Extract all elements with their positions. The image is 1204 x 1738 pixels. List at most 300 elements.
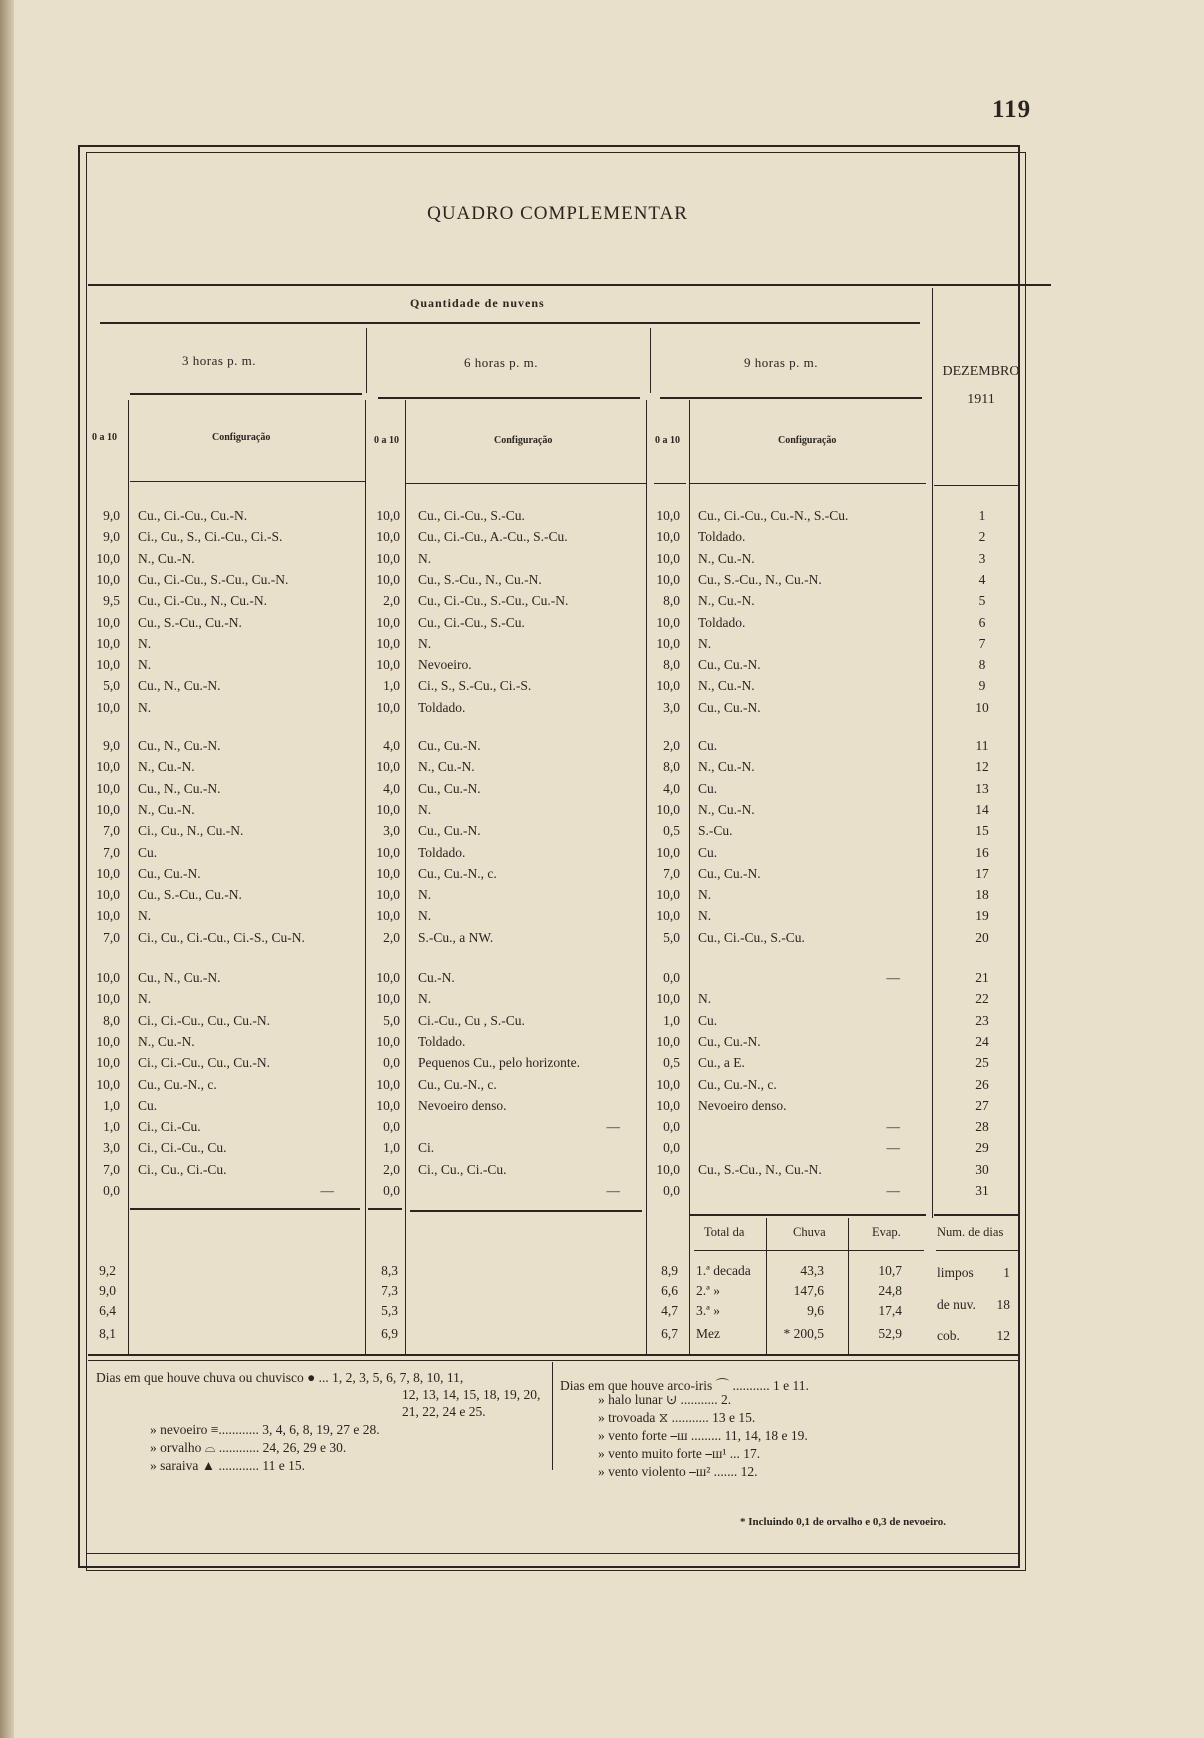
cloud-6pm: 10,0 <box>376 571 400 587</box>
config-6pm: Cu., Ci.-Cu., S.-Cu. <box>418 614 525 630</box>
cloud-9pm: 0,0 <box>663 1119 680 1135</box>
day-number: 11 <box>975 738 989 753</box>
config-rule-3 <box>130 481 366 482</box>
config-3pm: Ci., Ci.-Cu., Cu., Cu.-N. <box>138 1055 271 1071</box>
cloud-6pm: 10,0 <box>376 1097 400 1113</box>
config-9pm: Nevoeiro denso. <box>698 1097 787 1113</box>
config-3pm: N. <box>138 657 152 673</box>
avg-3pm: 6,4 <box>99 1303 116 1318</box>
cloud-9pm: 10,0 <box>656 1033 680 1049</box>
table-title: QUADRO COMPLEMENTAR <box>427 203 688 224</box>
col-rule-3 <box>405 400 406 1355</box>
config-3pm: Cu., Ci.-Cu., Cu.-N. <box>138 508 248 523</box>
day-number: 12 <box>975 759 989 775</box>
config-3pm: Cu. <box>138 844 158 860</box>
month-column-rule <box>932 288 933 1218</box>
day-number: 19 <box>975 908 989 924</box>
config-3pm: Ci., Cu., Ci.-Cu., Ci.-S., Cu-N. <box>138 929 305 945</box>
config-9pm: Cu., Cu.-N. <box>698 865 761 881</box>
cloud-9pm: 8,0 <box>663 593 680 609</box>
cloud-3pm: 7,0 <box>103 929 120 945</box>
config-6pm: Cu., Cu.-N., c. <box>418 865 497 881</box>
config-6pm: Cu., Ci.-Cu., S.-Cu. <box>418 508 525 523</box>
avg-9pm: 6,6 <box>661 1283 678 1298</box>
cloud-9pm: 10,0 <box>656 991 680 1007</box>
group-rule-1 <box>366 328 367 393</box>
cloud-6pm: 2,0 <box>383 929 400 945</box>
config-9pm: S.-Cu. <box>698 823 733 839</box>
cloud-3pm: 10,0 <box>96 1033 120 1049</box>
cloud-3pm: 10,0 <box>96 635 120 651</box>
cloud-3pm: 9,5 <box>103 593 120 609</box>
config-9pm: Toldado. <box>698 614 746 630</box>
config-3pm: Cu., S.-Cu., Cu.-N. <box>138 614 242 630</box>
config-6pm: — <box>606 1119 620 1135</box>
rain-total: * 200,5 <box>783 1326 824 1341</box>
header-3pm: 3 horas p. m. <box>182 353 257 368</box>
totals-rule-3 <box>130 1208 360 1210</box>
cloud-6pm: 0,0 <box>383 1119 400 1135</box>
config-9pm: — <box>886 1119 900 1135</box>
day-number: 29 <box>975 1140 989 1156</box>
cloud-3pm: 8,0 <box>103 1012 120 1028</box>
cloud-9pm: 0,5 <box>663 823 680 839</box>
day-number: 7 <box>978 635 986 651</box>
note-violent-wind: » vento violento ⎯ш² ....... 12. <box>598 1464 758 1479</box>
config-9pm: Cu., Cu.-N. <box>698 1033 761 1049</box>
cloud-9pm: 7,0 <box>663 865 680 881</box>
config-3pm: Cu., N., Cu.-N. <box>138 780 221 796</box>
config-rule-6 <box>406 483 646 484</box>
note-fog: » nevoeiro ≡............ 3, 4, 6, 8, 19, 27 e 28. <box>150 1422 380 1437</box>
note-rainbow: Dias em que houve arco-iris ⌒ ........... 1 e 11. <box>560 1378 809 1393</box>
config-9pm: Cu. <box>698 780 718 796</box>
cloud-6pm: 10,0 <box>376 844 400 860</box>
month-rule <box>934 485 1020 486</box>
config-6pm: Cu., Cu.-N., c. <box>418 1076 497 1092</box>
cloud-6pm: 0,0 <box>383 1055 400 1071</box>
day-number: 16 <box>975 844 989 860</box>
config-9pm: Cu., Ci.-Cu., S.-Cu. <box>698 929 805 945</box>
day-number: 30 <box>975 1161 989 1177</box>
config-6pm: S.-Cu., a NW. <box>418 929 494 945</box>
cloud-6pm: 10,0 <box>376 801 400 817</box>
config-9pm: N., Cu.-N. <box>698 678 755 694</box>
cloud-3pm: 10,0 <box>96 780 120 796</box>
cloud-9pm: 10,0 <box>656 887 680 903</box>
cloud-9pm: 2,0 <box>663 738 680 753</box>
config-3pm: N. <box>138 991 152 1007</box>
config-3pm: N. <box>138 699 152 715</box>
config-9pm: Cu., S.-Cu., N., Cu.-N. <box>698 571 822 587</box>
scale-header-3: 0 a 10 <box>92 432 117 443</box>
evap-total: 24,8 <box>878 1283 902 1298</box>
cloud-6pm: 4,0 <box>383 738 400 753</box>
cloud-3pm: 10,0 <box>96 657 120 673</box>
config-6pm: Cu., Cu.-N. <box>418 823 481 839</box>
cloud-3pm: 5,0 <box>103 678 120 694</box>
cloud-3pm: 7,0 <box>103 844 120 860</box>
config-9pm: Cu. <box>698 1012 718 1028</box>
day-number: 15 <box>975 823 989 839</box>
totals-rule-6 <box>410 1210 642 1212</box>
cloud-6pm: 4,0 <box>383 780 400 796</box>
cloud-3pm: 10,0 <box>96 865 120 881</box>
day-number: 2 <box>978 529 986 545</box>
period-label: 1.ª decada <box>696 1263 751 1278</box>
days-label: cob. <box>937 1328 960 1343</box>
config-6pm: Cu.-N. <box>418 970 455 985</box>
scale-header-9: 0 a 10 <box>655 435 680 446</box>
notes-rule <box>88 1354 1018 1356</box>
brace-9pm <box>660 397 922 399</box>
period-label: 2.ª » <box>696 1283 720 1298</box>
clouds-header: Quantidade de nuvens <box>410 296 545 310</box>
day-number: 17 <box>975 865 989 881</box>
day-number: 1 <box>978 508 986 523</box>
day-number: 23 <box>975 1012 989 1028</box>
cloud-3pm: 10,0 <box>96 1055 120 1071</box>
cloud-3pm: 10,0 <box>96 571 120 587</box>
cloud-9pm: 10,0 <box>656 614 680 630</box>
avg-6pm: 5,3 <box>381 1303 398 1318</box>
config-6pm: Ci., S., S.-Cu., Ci.-S. <box>418 678 532 694</box>
avg-3pm: 9,0 <box>99 1283 116 1298</box>
config-9pm: Cu., Cu.-N., c. <box>698 1076 777 1092</box>
cloud-9pm: 1,0 <box>663 1012 680 1028</box>
cloud-3pm: 0,0 <box>103 1183 120 1198</box>
period-label: Mez <box>696 1326 720 1341</box>
config-6pm: Ci., Cu., Ci.-Cu. <box>418 1161 507 1177</box>
cloud-6pm: 0,0 <box>383 1183 400 1198</box>
cloud-9pm: 10,0 <box>656 1097 680 1113</box>
day-number: 14 <box>975 801 989 817</box>
avg-6pm: 6,9 <box>381 1326 398 1341</box>
cloud-3pm: 10,0 <box>96 801 120 817</box>
day-number: 22 <box>975 991 989 1007</box>
rain-header: Chuva <box>793 1225 826 1239</box>
cloud-9pm: 10,0 <box>656 550 680 566</box>
day-number: 9 <box>978 678 986 694</box>
config-header-3: Configuração <box>212 432 271 443</box>
cloud-9pm: 0,0 <box>663 1183 680 1198</box>
cloud-3pm: 9,0 <box>103 738 120 753</box>
cloud-9pm: 3,0 <box>663 699 680 715</box>
cloud-9pm: 10,0 <box>656 571 680 587</box>
cloud-6pm: 10,0 <box>376 991 400 1007</box>
cloud-6pm: 10,0 <box>376 657 400 673</box>
cloud-6pm: 2,0 <box>383 593 400 609</box>
cloud-6pm: 10,0 <box>376 635 400 651</box>
cloud-3pm: 10,0 <box>96 908 120 924</box>
note-rain-cont1: 12, 13, 14, 15, 18, 19, 20, <box>402 1387 541 1402</box>
config-3pm: Ci., Cu., N., Cu.-N. <box>138 823 244 839</box>
cloud-6pm: 10,0 <box>376 908 400 924</box>
cloud-3pm: 10,0 <box>96 887 120 903</box>
cloud-6pm: 10,0 <box>376 529 400 545</box>
config-3pm: Cu., N., Cu.-N. <box>138 678 221 694</box>
cloud-9pm: 8,0 <box>663 657 680 673</box>
day-number: 4 <box>978 571 986 587</box>
cloud-9pm: 10,0 <box>656 635 680 651</box>
config-6pm: — <box>606 1183 620 1198</box>
evap-total: 17,4 <box>878 1303 902 1318</box>
config-3pm: Cu., N., Cu.-N. <box>138 970 221 985</box>
header-6pm: 6 horas p. m. <box>464 355 539 370</box>
days-value: 1 <box>1003 1265 1010 1280</box>
cloud-3pm: 1,0 <box>103 1119 120 1135</box>
config-3pm: N. <box>138 908 152 924</box>
cloud-3pm: 7,0 <box>103 823 120 839</box>
config-6pm: Pequenos Cu., pelo horizonte. <box>418 1055 580 1071</box>
cloud-6pm: 3,0 <box>383 823 400 839</box>
brace-6pm <box>378 397 640 399</box>
day-number: 27 <box>975 1097 989 1113</box>
cloud-9pm: 0,0 <box>663 1140 680 1156</box>
avg-6pm: 7,3 <box>381 1283 398 1298</box>
days-value: 12 <box>996 1328 1010 1343</box>
note-rain-cont2: 21, 22, 24 e 25. <box>402 1404 486 1419</box>
config-9pm: N. <box>698 635 712 651</box>
day-number: 18 <box>975 887 989 903</box>
note-thunder: » trovoada ⧖ ........... 13 e 15. <box>598 1410 756 1425</box>
days-label: de nuv. <box>937 1297 976 1312</box>
config-9pm: Cu. <box>698 738 718 753</box>
cloud-6pm: 10,0 <box>376 508 400 523</box>
cloud-9pm: 10,0 <box>656 1161 680 1177</box>
cloud-3pm: 9,0 <box>103 508 120 523</box>
cloud-3pm: 10,0 <box>96 550 120 566</box>
config-3pm: N., Cu.-N. <box>138 801 195 817</box>
config-6pm: Cu., Cu.-N. <box>418 738 481 753</box>
config-6pm: Ci. <box>418 1140 435 1156</box>
config-3pm: Cu., Cu.-N. <box>138 865 201 881</box>
cloud-6pm: 10,0 <box>376 865 400 881</box>
config-9pm: Cu., Ci.-Cu., Cu.-N., S.-Cu. <box>698 508 849 523</box>
cloud-3pm: 3,0 <box>103 1140 120 1156</box>
scale-header-6: 0 a 10 <box>374 435 399 446</box>
cloud-6pm: 10,0 <box>376 759 400 775</box>
day-number: 24 <box>975 1033 989 1049</box>
config-6pm: Toldado. <box>418 699 466 715</box>
brace-3pm <box>130 393 362 395</box>
totals-rule-m <box>934 1214 1020 1216</box>
config-9pm: N., Cu.-N. <box>698 593 755 609</box>
config-9pm: Cu. <box>698 844 718 860</box>
cloud-3pm: 10,0 <box>96 614 120 630</box>
cloud-9pm: 8,0 <box>663 759 680 775</box>
config-9pm: Cu., Cu.-N. <box>698 699 761 715</box>
days-value: 18 <box>996 1297 1010 1312</box>
note-rain: Dias em que houve chuva ou chuvisco ● ... 1, 2, 3, 5, 6, 7, 8, 10, 11, <box>96 1370 464 1385</box>
cloud-9pm: 5,0 <box>663 929 680 945</box>
config-3pm: Ci., Ci.-Cu. <box>138 1119 201 1135</box>
month-header: DEZEMBRO <box>942 364 1020 379</box>
cloud-6pm: 10,0 <box>376 887 400 903</box>
config-6pm: N. <box>418 887 432 903</box>
avg-6pm: 8,3 <box>381 1263 398 1278</box>
config-9pm: Cu., a E. <box>698 1055 745 1071</box>
config-3pm: Ci., Cu., Ci.-Cu. <box>138 1161 227 1177</box>
day-number: 6 <box>978 614 986 630</box>
config-6pm: N. <box>418 801 432 817</box>
cloud-6pm: 10,0 <box>376 1076 400 1092</box>
cloud-3pm: 9,0 <box>103 529 120 545</box>
config-rule-9 <box>690 483 926 484</box>
config-3pm: N., Cu.-N. <box>138 1033 195 1049</box>
config-3pm: Cu., Cu.-N., c. <box>138 1076 217 1092</box>
totals-rule-s6 <box>368 1208 402 1210</box>
config-3pm: Cu., Ci.-Cu., N., Cu.-N. <box>138 593 268 609</box>
config-3pm: Ci., Cu., S., Ci.-Cu., Ci.-S. <box>138 529 283 545</box>
cloud-6pm: 10,0 <box>376 614 400 630</box>
config-3pm: — <box>320 1183 334 1198</box>
cloud-6pm: 1,0 <box>383 1140 400 1156</box>
day-number: 20 <box>975 929 989 945</box>
page-number: 119 <box>992 96 1032 123</box>
year-header: 1911 <box>967 392 995 407</box>
config-9pm: N., Cu.-N. <box>698 550 755 566</box>
sum-rule-2 <box>848 1218 849 1354</box>
config-9pm: Toldado. <box>698 529 746 545</box>
avg-9pm: 8,9 <box>661 1263 678 1278</box>
config-9pm: N., Cu.-N. <box>698 801 755 817</box>
page-edge <box>0 0 14 1738</box>
rain-total: 147,6 <box>793 1283 824 1298</box>
config-3pm: Cu., Ci.-Cu., S.-Cu., Cu.-N. <box>138 571 289 587</box>
config-6pm: N. <box>418 550 432 566</box>
config-6pm: Cu., Ci.-Cu., A.-Cu., S.-Cu. <box>418 529 568 545</box>
cloud-9pm: 10,0 <box>656 529 680 545</box>
notes-divider <box>552 1362 553 1470</box>
config-6pm: Cu., Ci.-Cu., S.-Cu., Cu.-N. <box>418 593 569 609</box>
day-number: 25 <box>975 1055 989 1071</box>
cloud-6pm: 10,0 <box>376 1033 400 1049</box>
day-number: 8 <box>978 657 986 673</box>
config-3pm: N. <box>138 635 152 651</box>
config-3pm: Cu., S.-Cu., Cu.-N. <box>138 887 242 903</box>
day-number: 10 <box>975 699 989 715</box>
config-9pm: Cu., Cu.-N. <box>698 657 761 673</box>
config-6pm: Nevoeiro denso. <box>418 1097 507 1113</box>
cloud-9pm: 10,0 <box>656 1076 680 1092</box>
config-6pm: N., Cu.-N. <box>418 759 475 775</box>
config-9pm: — <box>886 1183 900 1198</box>
config-9pm: N. <box>698 908 712 924</box>
col-rule-5 <box>689 400 690 1355</box>
config-3pm: Ci., Ci.-Cu., Cu., Cu.-N. <box>138 1012 271 1028</box>
day-number: 31 <box>975 1183 989 1198</box>
config-9pm: N. <box>698 991 712 1007</box>
config-header-9: Configuração <box>778 435 837 446</box>
cloud-3pm: 10,0 <box>96 759 120 775</box>
sum-head-rule <box>694 1250 924 1251</box>
day-number: 13 <box>975 780 989 796</box>
clouds-brace <box>100 322 920 324</box>
rain-total: 9,6 <box>807 1303 824 1318</box>
scale-rule-9 <box>654 483 686 484</box>
notes-rule-2 <box>88 1360 1018 1361</box>
cloud-9pm: 0,5 <box>663 1055 680 1071</box>
config-6pm: Toldado. <box>418 844 466 860</box>
config-9pm: N. <box>698 887 712 903</box>
total-header: Total da <box>704 1225 745 1239</box>
cloud-9pm: 10,0 <box>656 801 680 817</box>
note-halo: » halo lunar ⊍ ........... 2. <box>598 1392 732 1407</box>
day-number: 5 <box>978 593 986 609</box>
totals-rule-9 <box>690 1214 926 1216</box>
days-head-rule <box>936 1250 1018 1251</box>
config-header-6: Configuração <box>494 435 553 446</box>
cloud-6pm: 1,0 <box>383 678 400 694</box>
day-number: 3 <box>978 550 986 566</box>
note-dew: » orvalho ⌓ ............ 24, 26, 29 e 30. <box>150 1440 347 1455</box>
config-6pm: N. <box>418 635 432 651</box>
evap-header: Evap. <box>872 1225 901 1239</box>
cloud-9pm: 0,0 <box>663 970 680 985</box>
config-6pm: N. <box>418 908 432 924</box>
avg-9pm: 4,7 <box>661 1303 678 1318</box>
config-9pm: — <box>886 970 900 985</box>
cloud-3pm: 10,0 <box>96 991 120 1007</box>
avg-3pm: 9,2 <box>99 1263 116 1278</box>
config-3pm: Cu. <box>138 1097 158 1113</box>
config-9pm: — <box>886 1140 900 1156</box>
cloud-6pm: 10,0 <box>376 699 400 715</box>
note-strong-wind: » vento forte ⎯ш ......... 11, 14, 18 e 19. <box>598 1428 808 1443</box>
cloud-9pm: 10,0 <box>656 844 680 860</box>
avg-9pm: 6,7 <box>661 1326 678 1341</box>
cloud-3pm: 10,0 <box>96 1076 120 1092</box>
cloud-6pm: 10,0 <box>376 550 400 566</box>
day-number: 28 <box>975 1119 989 1135</box>
note-hail: » saraiva ▲ ............ 11 e 15. <box>150 1458 305 1473</box>
avg-3pm: 8,1 <box>99 1326 116 1341</box>
config-6pm: Toldado. <box>418 1033 466 1049</box>
config-3pm: N., Cu.-N. <box>138 550 195 566</box>
evap-total: 52,9 <box>878 1326 902 1341</box>
sum-rule-1 <box>766 1218 767 1354</box>
config-3pm: N., Cu.-N. <box>138 759 195 775</box>
cloud-6pm: 2,0 <box>383 1161 400 1177</box>
config-6pm: Ci.-Cu., Cu , S.-Cu. <box>418 1012 525 1028</box>
cloud-3pm: 10,0 <box>96 699 120 715</box>
days-header: Num. de dias <box>937 1225 1004 1239</box>
footnote: * Incluindo 0,1 de orvalho e 0,3 de nevoeiro. <box>740 1516 947 1528</box>
evap-total: 10,7 <box>878 1263 902 1278</box>
config-3pm: Cu., N., Cu.-N. <box>138 738 221 753</box>
config-6pm: Cu., Cu.-N. <box>418 780 481 796</box>
config-3pm: Ci., Ci.-Cu., Cu. <box>138 1140 227 1156</box>
cloud-6pm: 10,0 <box>376 970 400 985</box>
day-number: 21 <box>975 970 989 985</box>
config-6pm: Cu., S.-Cu., N., Cu.-N. <box>418 571 542 587</box>
header-9pm: 9 horas p. m. <box>744 355 819 370</box>
bottom-rule <box>86 1553 1018 1554</box>
group-rule-2 <box>650 328 651 393</box>
cloud-3pm: 1,0 <box>103 1097 120 1113</box>
cloud-3pm: 7,0 <box>103 1161 120 1177</box>
cloud-6pm: 5,0 <box>383 1012 400 1028</box>
note-very-strong-wind: » vento muito forte ⎯ш¹ ... 17. <box>598 1446 761 1461</box>
cloud-9pm: 10,0 <box>656 908 680 924</box>
title-rule <box>88 284 1051 286</box>
day-number: 26 <box>975 1076 989 1092</box>
col-rule-1 <box>128 400 129 1355</box>
period-label: 3.ª » <box>696 1303 720 1318</box>
cloud-9pm: 4,0 <box>663 780 680 796</box>
config-6pm: Nevoeiro. <box>418 657 472 673</box>
